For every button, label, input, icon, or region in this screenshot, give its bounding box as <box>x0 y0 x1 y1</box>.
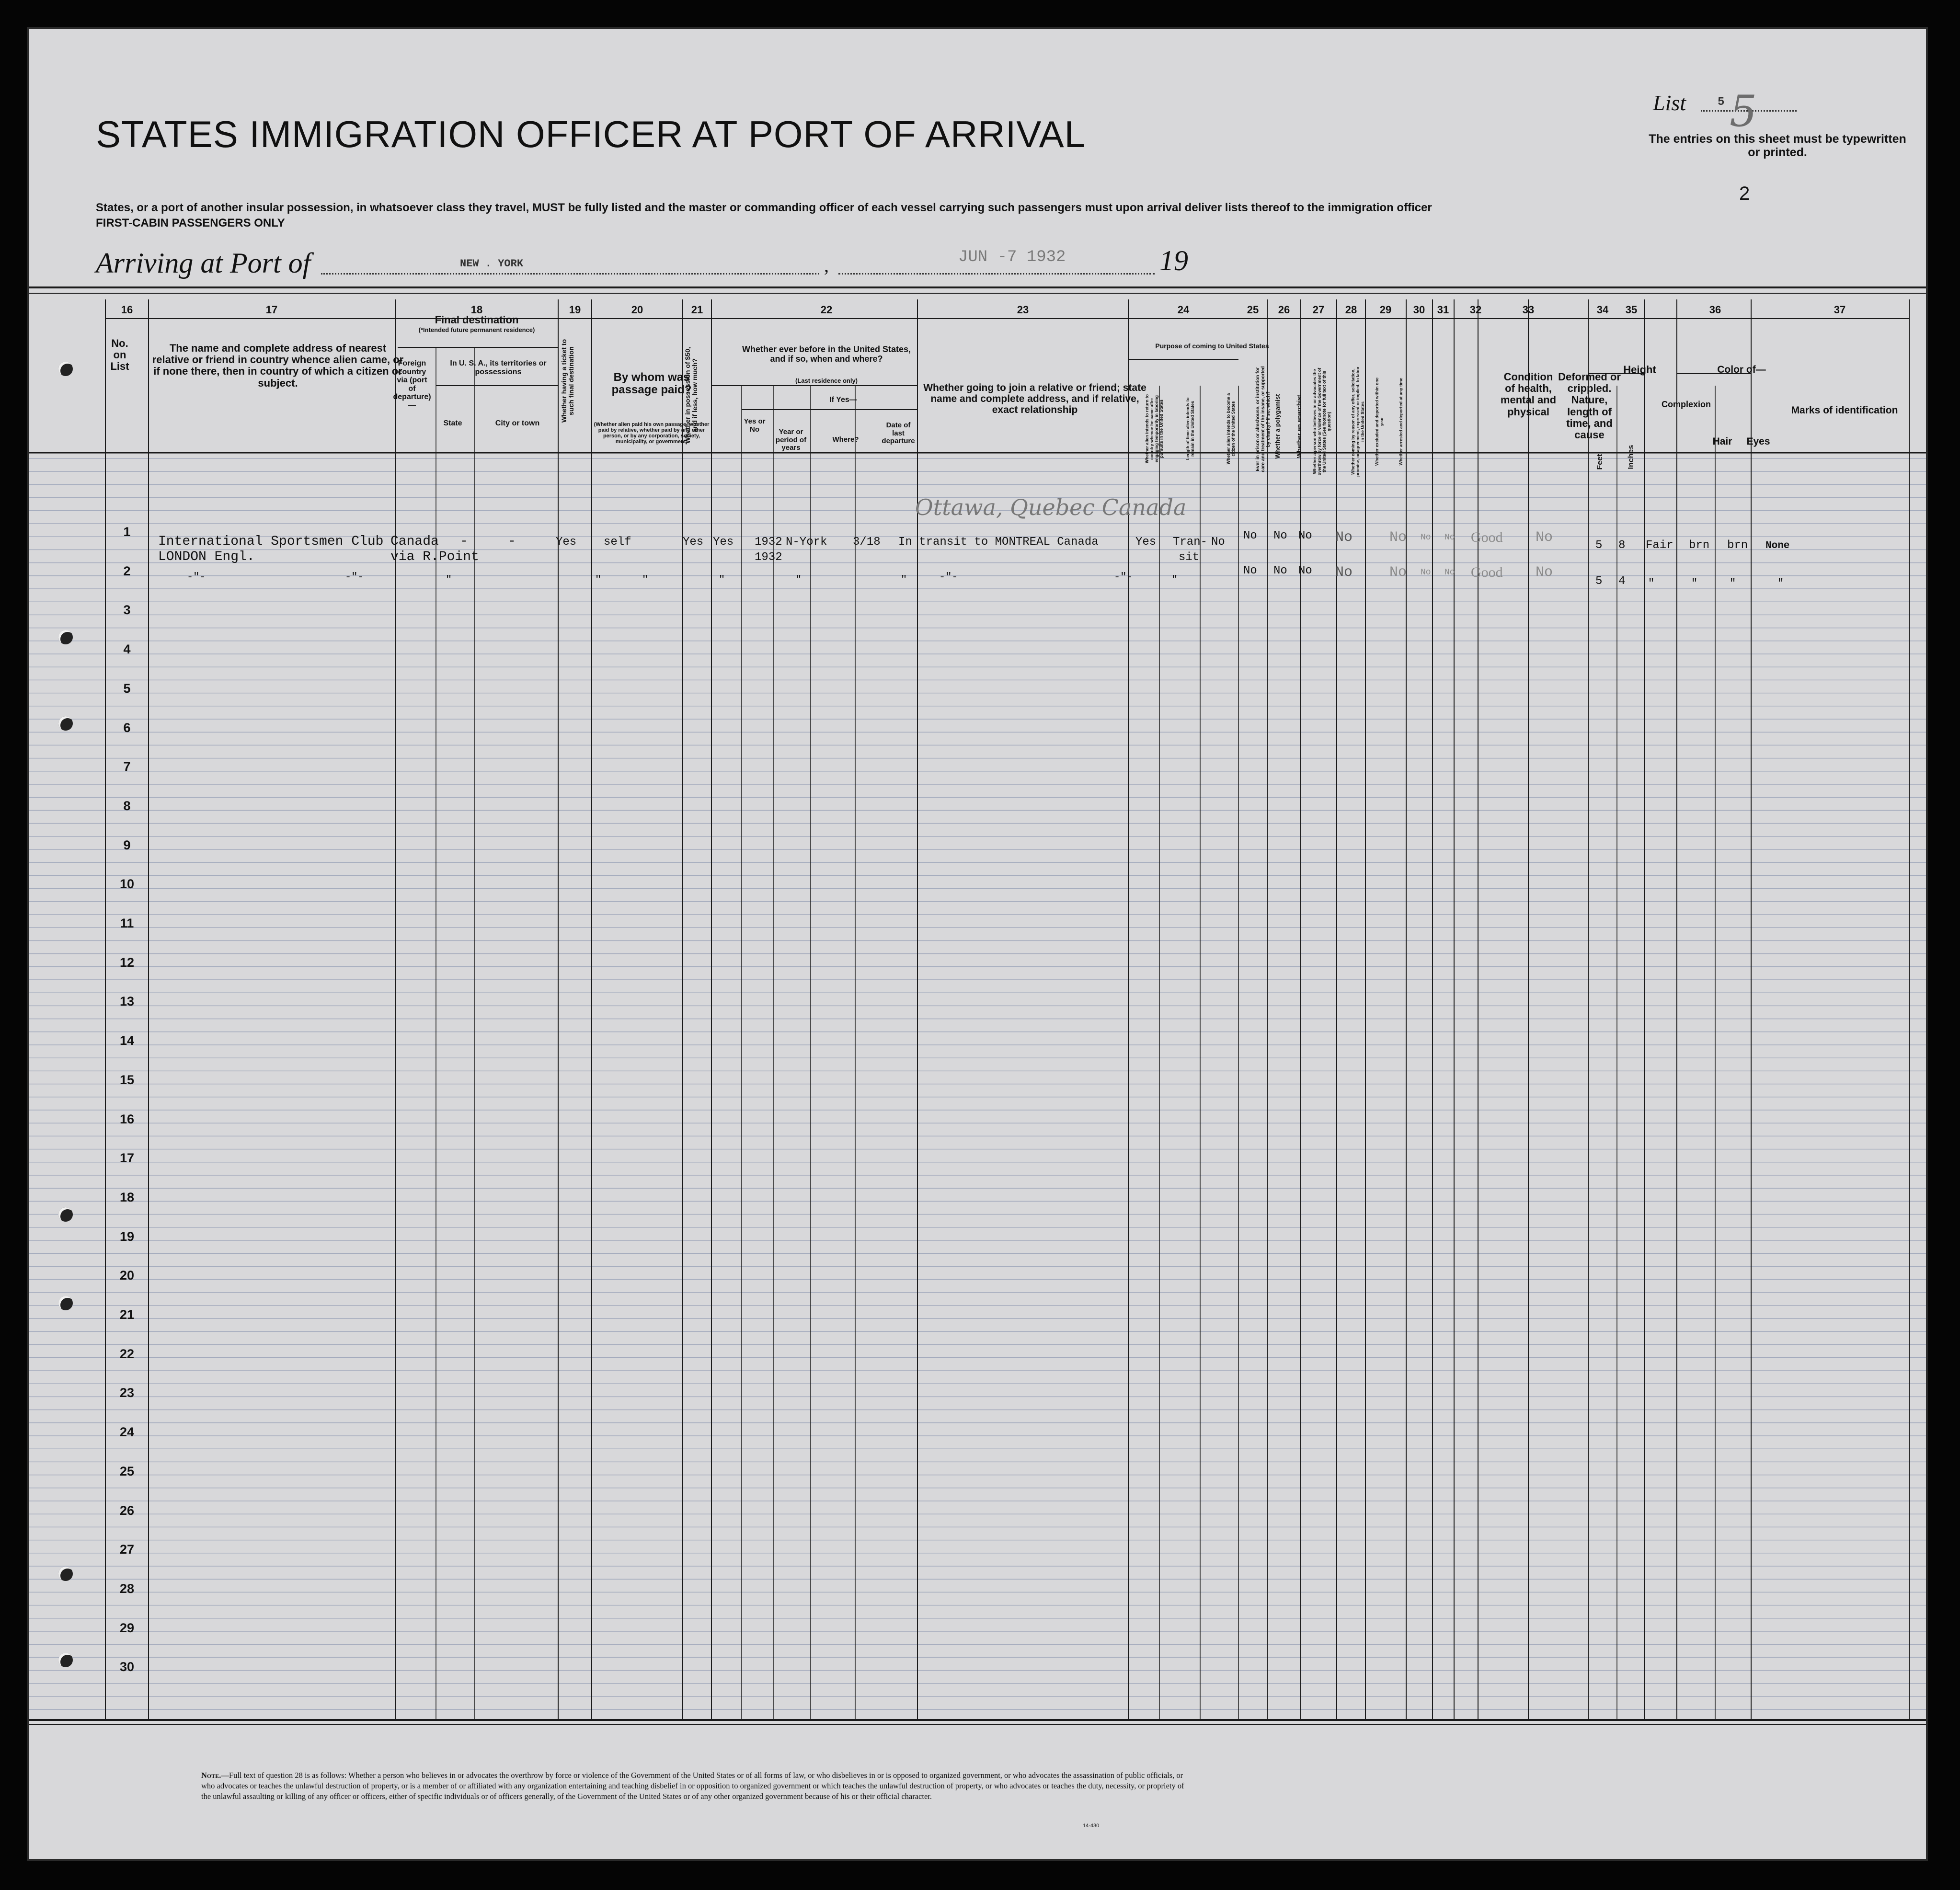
row-number-29: 29 <box>119 1620 135 1635</box>
r1-state: - <box>460 534 468 549</box>
r2-ticket-ditto: " <box>595 574 602 586</box>
column-number-32: 32 <box>1469 304 1482 316</box>
r1-marks: None <box>1765 540 1790 551</box>
column-number-25: 25 <box>1247 304 1259 316</box>
col16-header: No. on List <box>110 337 129 373</box>
r2-health: Good <box>1471 564 1503 580</box>
list-label: List <box>1653 91 1686 115</box>
r1-length: Tran- <box>1173 536 1208 549</box>
col36-eyes: Eyes <box>1746 436 1770 447</box>
row-number-5: 5 <box>123 681 131 696</box>
column-number-18: 18 <box>470 304 483 316</box>
row-number-27: 27 <box>119 1542 135 1557</box>
column-number-35: 35 <box>1625 304 1638 316</box>
r2-complexion-ditto: " <box>1648 577 1655 589</box>
r1-before: Yes <box>713 536 734 549</box>
r2-overthrow: No <box>1335 564 1353 581</box>
col24-header: Purpose of coming to United States <box>1155 342 1269 350</box>
r1-feet: 5 <box>1595 539 1603 552</box>
col18-foreign: Foreign country via (port of departure)— <box>393 359 431 410</box>
row-number-13: 13 <box>119 994 135 1009</box>
footnote <box>201 1770 1188 1802</box>
row-number-16: 16 <box>119 1111 135 1126</box>
col18-state: State <box>443 419 462 427</box>
r2-polygamist: No <box>1273 564 1287 577</box>
punch-hole <box>58 1567 73 1581</box>
column-number-22: 22 <box>820 304 833 316</box>
column-number-34: 34 <box>1596 304 1609 316</box>
column-number-16: 16 <box>121 304 133 316</box>
column-number-33: 33 <box>1522 304 1535 316</box>
col18-note: (*Intended future permanent residence) <box>418 326 535 333</box>
handwritten-destination-note: Ottawa, Quebec Canada <box>915 494 1187 520</box>
row-number-20: 20 <box>119 1268 135 1283</box>
form-code: 14-430 <box>1083 1823 1100 1829</box>
r2-anarchist: No <box>1298 564 1312 577</box>
row-number-8: 8 <box>123 798 131 813</box>
col18-usa: In U. S. A., its territories or possessions <box>450 359 547 376</box>
punch-hole <box>58 1207 73 1222</box>
port-value: NEW . YORK <box>460 258 524 270</box>
r1-intends-return: Yes <box>1135 536 1157 549</box>
col26-header: Whether a polygamist <box>1274 394 1281 459</box>
col24c-header: Whether alien intends to become a citizen of the United States <box>1226 393 1236 465</box>
r2-offer: No <box>1389 564 1407 581</box>
row-number-22: 22 <box>119 1346 135 1361</box>
r1-hair: brn <box>1689 539 1710 552</box>
column-number-31: 31 <box>1437 304 1449 316</box>
punch-hole <box>58 630 73 644</box>
r1-inches: 8 <box>1618 539 1626 552</box>
row-number-3: 3 <box>123 603 131 618</box>
footnote-text: —Full text of question 28 is as follows: Whether a person who believes in or advocates the overthrow by force or violence of the Government of the United States or of all forms of law, or who disbelieves in or is opposed to organized government, or who advocates the assassination of public officials, or who advocates or teaches the unlawful destruction of property, or is a member of or affiliated with any organization entertaining and teaching disbelief in or opposition to organized government or which teaches the unlawful destruction of property, or who advocates or teaches the duty, necessity, or propriety of the unlawful assaulting or killing of any officer or officers, either of specific individuals or of officers generally, of the Government of the United States or of any other organized government because of his or their official character. <box>201 1771 1184 1801</box>
column-number-27: 27 <box>1312 304 1325 316</box>
r2-arrested: No <box>1444 568 1455 577</box>
col19-header: Whether having a ticket to such final destination <box>560 339 575 423</box>
r2-state-ditto: " <box>446 574 452 586</box>
col37-header: Marks of identification <box>1791 405 1898 416</box>
r1-prison: No <box>1243 529 1257 542</box>
r1-polygamist: No <box>1273 529 1287 542</box>
col18-header: Final destination <box>435 314 519 326</box>
r1-relative: International Sportsmen Club <box>158 534 384 549</box>
footnote-label: Note. <box>201 1771 221 1780</box>
r2-paid-ditto: " <box>642 574 649 586</box>
page-title: STATES IMMIGRATION OFFICER AT PORT OF ARRIVAL <box>96 113 1086 155</box>
typewritten-instruction: The entries on this sheet must be typewritten or printed. <box>1649 132 1906 159</box>
row-number-4: 4 <box>123 642 131 657</box>
manifest-sheet <box>29 29 1926 1859</box>
r2-purpose-ditto: " <box>1171 574 1178 586</box>
row-number-15: 15 <box>119 1072 135 1087</box>
col33-header: Deformed or crippled. Nature, length of time, and cause <box>1558 371 1621 441</box>
arriving-label: Arriving at Port of <box>96 247 311 279</box>
r1-date: 3/18 <box>853 536 881 549</box>
col22-year: Year or period of years <box>775 428 807 452</box>
r2-join-ditto: -"- <box>939 571 958 583</box>
r2-join-ditto-2: -"- <box>1114 571 1133 583</box>
col30-header: Whether excluded and deported within one year <box>1375 378 1384 466</box>
column-number-29: 29 <box>1379 304 1392 316</box>
r1-year-2: 1932 <box>755 551 782 564</box>
col22-header: Whether ever before in the United States, and if so, when and where? <box>742 344 911 364</box>
r2-year-ditto: " <box>795 574 802 586</box>
col36-header: Color of— <box>1717 364 1766 375</box>
col23-header: Whether going to join a relative or friend; state name and complete address, and if relative, exact relationship <box>923 382 1146 416</box>
col21-header: Whether in possession of $50, and if less, how much? <box>684 347 699 444</box>
col22-where: Where? <box>832 435 859 444</box>
row-number-21: 21 <box>119 1307 135 1322</box>
r1-city: - <box>508 534 516 549</box>
r1-citizen: No <box>1211 536 1225 549</box>
r2-inches: 4 <box>1618 575 1626 588</box>
date-stamp: JUN -7 1932 <box>958 248 1066 266</box>
column-number-28: 28 <box>1345 304 1357 316</box>
col24b-header: Length of time alien intends to remain in the United States <box>1185 397 1195 460</box>
row-number-10: 10 <box>119 877 135 892</box>
row-number-1: 1 <box>123 525 131 539</box>
r2-hair-ditto: " <box>1691 577 1698 589</box>
col34-inches: Inches <box>1627 445 1635 470</box>
col35-header: Complexion <box>1662 400 1711 409</box>
row-number-24: 24 <box>119 1425 135 1440</box>
manifest-grid <box>29 29 1926 1859</box>
col34-feet: Feet <box>1596 454 1604 470</box>
r1-join: In transit to MONTREAL Canada <box>898 536 1099 549</box>
col27-header: Whether an anarchist <box>1295 394 1303 458</box>
r2-relative-ditto-2: -"- <box>345 571 364 583</box>
r1-ticket: Yes <box>556 536 577 549</box>
col28-header: Whether a person who believes in or advocates the overthrow by force or violence of the Government of the United States (See footnote for full text of this question) <box>1312 367 1331 476</box>
row-number-18: 18 <box>119 1190 135 1204</box>
col36-hair: Hair <box>1712 436 1732 447</box>
r2-excluded: No <box>1421 568 1431 577</box>
r2-relative-ditto: -"- <box>187 571 206 583</box>
sheet-number: 2 <box>1739 183 1750 204</box>
r1-deformed: No <box>1536 529 1553 546</box>
row-number-26: 26 <box>119 1503 135 1518</box>
r2-marks-ditto: " <box>1777 577 1784 589</box>
r2-feet: 5 <box>1595 575 1603 588</box>
col22-ifyes: If Yes— <box>829 396 857 404</box>
r2-date-ditto: " <box>901 574 907 586</box>
r1-complexion: Fair <box>1646 539 1673 552</box>
column-number-17: 17 <box>265 304 278 316</box>
col22-note: (Last residence only) <box>795 377 858 384</box>
r1-via-port: via R.Point <box>390 550 479 564</box>
column-number-24: 24 <box>1177 304 1190 316</box>
col17-header: The name and complete address of nearest relative or friend in country whence alien came, or if none there, then in country of which a citizen or subject. <box>152 342 404 389</box>
column-number-37: 37 <box>1834 304 1846 316</box>
punch-hole <box>58 1296 73 1310</box>
column-number-36: 36 <box>1709 304 1721 316</box>
column-number-20: 20 <box>631 304 643 316</box>
r1-foreign-country: Canada <box>390 534 439 549</box>
col22-date: Date of last departure <box>882 421 915 445</box>
row-number-25: 25 <box>119 1464 135 1478</box>
r1-excluded: No <box>1421 533 1431 542</box>
r1-overthrow: No <box>1335 529 1353 546</box>
row-number-6: 6 <box>123 720 131 735</box>
r1-arrested: No <box>1444 533 1455 542</box>
row-number-17: 17 <box>119 1151 135 1166</box>
row-number-11: 11 <box>120 916 134 930</box>
punch-hole <box>58 1653 73 1667</box>
column-number-21: 21 <box>691 304 703 316</box>
first-cabin-label: FIRST-CABIN PASSENGERS ONLY <box>96 217 285 229</box>
col20-note: (Whether alien paid his own passage, whether paid by relative, whether paid by any other person, or by any corporation, society, municipality, or government) <box>594 422 710 445</box>
row-number-30: 30 <box>119 1660 135 1674</box>
list-written-number: 5 <box>1730 86 1757 137</box>
row-number-23: 23 <box>119 1386 135 1400</box>
r2-money-ditto: " <box>719 574 725 586</box>
col20-header: By whom was passage paid? <box>611 371 692 397</box>
r1-year: 1932 <box>755 536 782 549</box>
row-number-19: 19 <box>119 1229 135 1244</box>
col32-header: Condition of health, mental and physical <box>1500 371 1557 418</box>
r1-offer: No <box>1389 529 1407 546</box>
column-number-23: 23 <box>1017 304 1029 316</box>
r2-eyes-ditto: " <box>1730 577 1736 589</box>
comma-1: , <box>824 254 829 276</box>
r1-length-2: sit <box>1179 551 1200 564</box>
year-prefix: 19 <box>1159 245 1188 276</box>
r1-paid-by: self <box>604 536 631 549</box>
r1-relative-address: LONDON Engl. <box>158 550 255 564</box>
r2-deformed: No <box>1536 564 1553 581</box>
r1-where: N-York <box>786 536 827 549</box>
row-number-14: 14 <box>119 1033 135 1048</box>
col25-header: Ever in prison or almshouse, or institution for care and treatment of the insane, or supported by charity? If so, which? <box>1255 366 1271 472</box>
r2-prison: No <box>1243 564 1257 577</box>
r1-money: Yes <box>683 536 704 549</box>
row-number-12: 12 <box>119 955 135 970</box>
column-number-26: 26 <box>1278 304 1290 316</box>
list-typed-number: 5 <box>1718 96 1725 109</box>
row-number-7: 7 <box>123 759 131 774</box>
punch-hole <box>58 362 73 376</box>
row-number-2: 2 <box>123 563 131 578</box>
column-number-30: 30 <box>1413 304 1425 316</box>
col18-city: City or town <box>495 419 540 427</box>
r1-eyes: brn <box>1727 539 1748 552</box>
col34-header: Height <box>1623 364 1656 376</box>
header-instructions: States, or a port of another insular possession, in whatsoever class they travel, MUST be fully listed and the master or commanding officer of each vessel carrying such passengers must upon arrival deliver lists thereof to the immigration officer <box>96 201 1432 214</box>
col31-header: Whether arrested and deported at any time <box>1398 378 1403 466</box>
r1-anarchist: No <box>1298 529 1312 542</box>
col24a-header: Whether alien intends to return to country whence he came after engaging temporarily in laboring pursuits in the United States <box>1145 394 1164 464</box>
row-number-28: 28 <box>119 1581 135 1596</box>
col22-yesno: Yes or No <box>744 417 766 434</box>
column-number-19: 19 <box>569 304 581 316</box>
r1-health: Good <box>1471 529 1503 545</box>
row-number-9: 9 <box>123 837 131 852</box>
punch-hole <box>58 716 73 731</box>
col29-header: Whether coming by reason of any offer, solicitation, promise, or agreement, expressed or implied, to labor in the United States <box>1351 366 1365 477</box>
